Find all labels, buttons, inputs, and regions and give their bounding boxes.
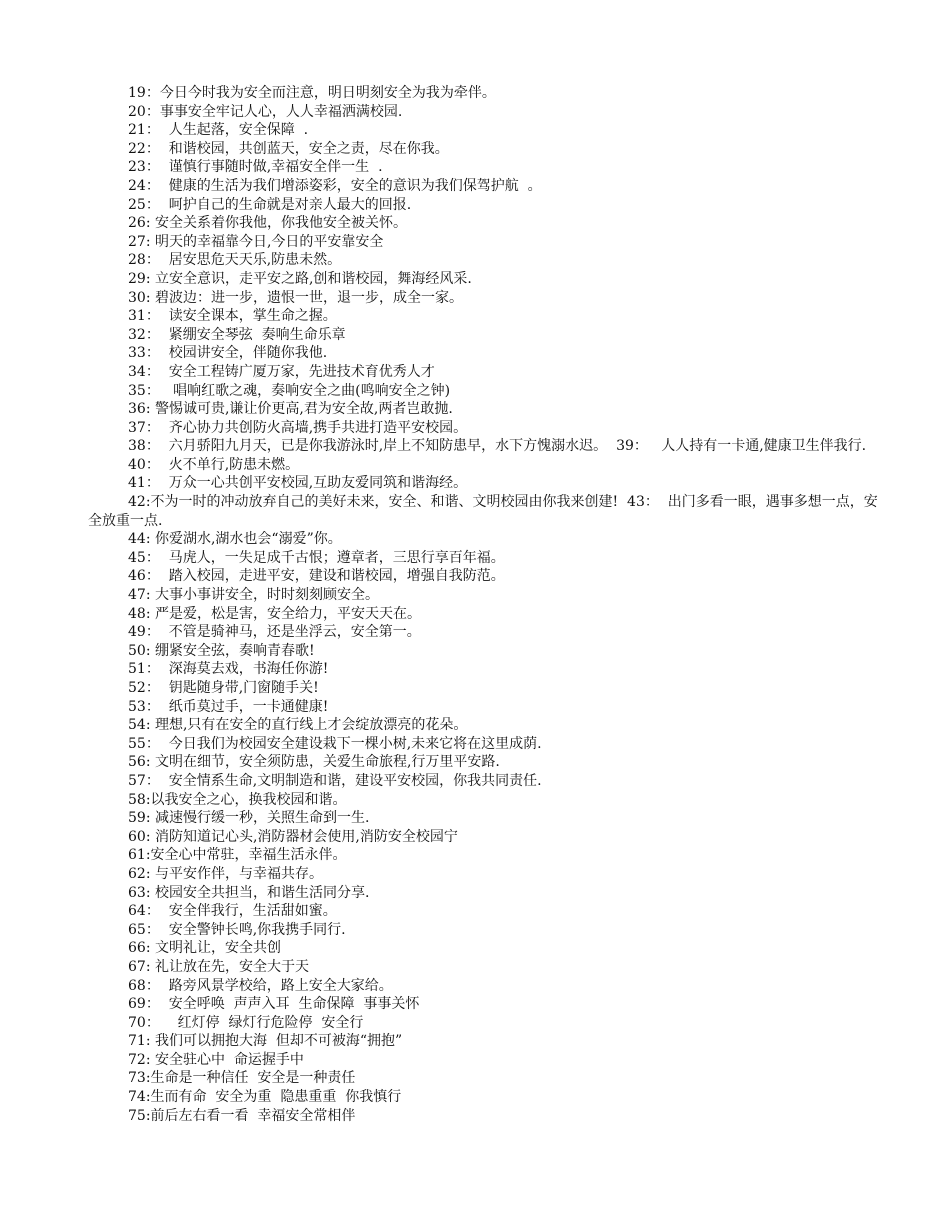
slogan-line: 58:以我安全之心，换我校园和谐。: [128, 791, 347, 808]
slogan-line: 60: 消防知道记心头,消防器材会使用,消防安全校园宁: [128, 828, 458, 845]
slogan-line: 48: 严是爱，松是害，安全给力，平安天天在。: [128, 605, 421, 622]
slogan-line: 21： 人生起落，安全保障 .: [128, 122, 309, 139]
slogan-line: 51： 深海莫去戏，书海任你游!: [128, 661, 329, 678]
slogan-line: 73:生命是一种信任 安全是一种责任: [128, 1070, 356, 1087]
slogan-line: 50: 绷紧安全弦，奏响青春歌!: [128, 642, 315, 659]
slogan-line: 61:安全心中常驻，幸福生活永伴。: [128, 847, 347, 864]
slogan-line: 62: 与平安作伴，与幸福共存。: [128, 865, 323, 882]
slogan-line: 46： 踏入校园，走进平安，建设和谐校园，增强自我防范。: [128, 568, 505, 585]
slogan-line: 20：事事安全牢记人心，人人幸福洒满校园.: [128, 103, 403, 120]
slogan-line: 41： 万众一心共创平安校园,互助友爱同筑和谐海经。: [128, 475, 468, 492]
slogan-line: 66: 文明礼让，安全共创: [128, 940, 281, 957]
slogan-line: 23： 谨慎行事随时做,幸福安全伴一生 .: [128, 159, 383, 176]
slogan-line: 57： 安全情系生命,文明制造和谐，建设平安校园，你我共同责任.: [128, 772, 542, 789]
slogan-line: 27: 明天的幸福靠今日,今日的平安靠安全: [128, 233, 384, 250]
slogan-line: 40： 火不单行,防患未燃。: [128, 456, 300, 473]
slogan-line: 36: 警惕诚可贵,谦让价更高,君为安全故,两者岂敢抛.: [128, 401, 453, 418]
slogan-line: 70： 红灯停 绿灯行危险停 安全行: [128, 1014, 364, 1031]
slogan-line: 53： 纸币莫过手，一卡通健康!: [128, 698, 329, 715]
slogan-line: 30: 碧波边：进一步，遗恨一世，退一步，成全一家。: [128, 289, 463, 306]
slogan-line: 71: 我们可以拥抱大海 但却不可被海“拥抱”: [128, 1033, 403, 1050]
slogan-line: 24： 健康的生活为我们增添姿彩，安全的意识为我们保驾护航 。: [128, 177, 542, 194]
slogan-line: 19：今日今时我为安全而注意，明日明刻安全为我为牵伴。: [128, 85, 496, 101]
slogan-line: 74:生而有命 安全为重 隐患重重 你我慎行: [128, 1089, 402, 1106]
slogan-line: 38： 六月骄阳九月天，已是你我游泳时,岸上不知防患早，水下方愧溺水迟。 39： 人人持有一卡通,健康卫生伴我行.: [128, 438, 867, 455]
slogan-line: 32： 紧绷安全琴弦 奏响生命乐章: [128, 326, 346, 343]
slogan-line: 56: 文明在细节，安全须防患，关爱生命旅程,行万里平安路.: [128, 754, 500, 771]
slogan-line: 63: 校园安全共担当，和谐生活同分享.: [128, 884, 370, 901]
slogan-line: 22： 和谐校园，共创蓝天，安全之责，尽在你我。: [128, 140, 449, 157]
slogan-line: 49： 不管是骑神马，还是坐浮云，安全第一。: [128, 624, 421, 641]
slogan-line: 44: 你爱湖水,湖水也会“溺爱”你。: [128, 531, 342, 548]
slogan-line: 64： 安全伴我行，生活甜如蜜。: [128, 903, 337, 920]
slogan-line: 52： 钥匙随身带,门窗随手关!: [128, 680, 319, 696]
slogan-line: 54: 理想,只有在安全的直行线上才会绽放漂亮的花朵。: [128, 717, 468, 734]
slogan-list: [88, 84, 878, 1125]
slogan-line: 26: 安全关系着你我他，你我他安全被关怀。: [128, 215, 407, 232]
slogan-line: 33： 校园讲安全，伴随你我他.: [128, 345, 328, 362]
slogan-line: 72: 安全驻心中 命运握手中: [128, 1051, 304, 1068]
slogan-line: 25： 呵护自己的生命就是对亲人最大的回报.: [128, 196, 412, 213]
slogan-line: 34： 安全工程铸广厦万家，先进技术育优秀人才: [128, 363, 435, 380]
slogan-line: 35： 唱响红歌之魂，奏响安全之曲(鸣响安全之钟): [128, 382, 451, 399]
slogan-line: 31： 读安全课本，掌生命之握。: [128, 308, 337, 325]
slogan-line: 28： 居安思危天天乐,防患未然。: [128, 252, 342, 269]
slogan-line: 68： 路旁风景学校给，路上安全大家给。: [128, 977, 393, 994]
slogan-line: 67: 礼让放在先，安全大于天: [128, 958, 309, 975]
slogan-line: 55： 今日我们为校园安全建设栽下一棵小树,未来它将在这里成荫.: [128, 735, 542, 752]
slogan-line: 45： 马虎人，一失足成千古恨；遵章者，三思行享百年福。: [128, 549, 505, 566]
slogan-line: 75:前后左右看一看 幸福安全常相伴: [128, 1107, 356, 1124]
slogan-line: 47: 大事小事讲安全，时时刻刻顾安全。: [128, 587, 379, 604]
slogan-line: 69： 安全呼唤 声声入耳 生命保障 事事关怀: [128, 996, 420, 1013]
slogan-line: 59: 减速慢行缓一秒，关照生命到一生.: [128, 810, 370, 827]
slogan-line: 29: 立安全意识，走平安之路,创和谐校园，舞海经风采.: [128, 270, 472, 287]
slogan-line: 37： 齐心协力共创防火高墙,携手共进打造平安校园。: [128, 419, 468, 436]
slogan-line: 42:不为一时的冲动放弃自己的美好未来，安全、和谐、文明校园由你我来创建! 43： 出门多看一眼，遇事多想一点，安全放重一点.: [88, 494, 878, 529]
slogan-line: 65： 安全警钟长鸣,你我携手同行.: [128, 921, 346, 938]
